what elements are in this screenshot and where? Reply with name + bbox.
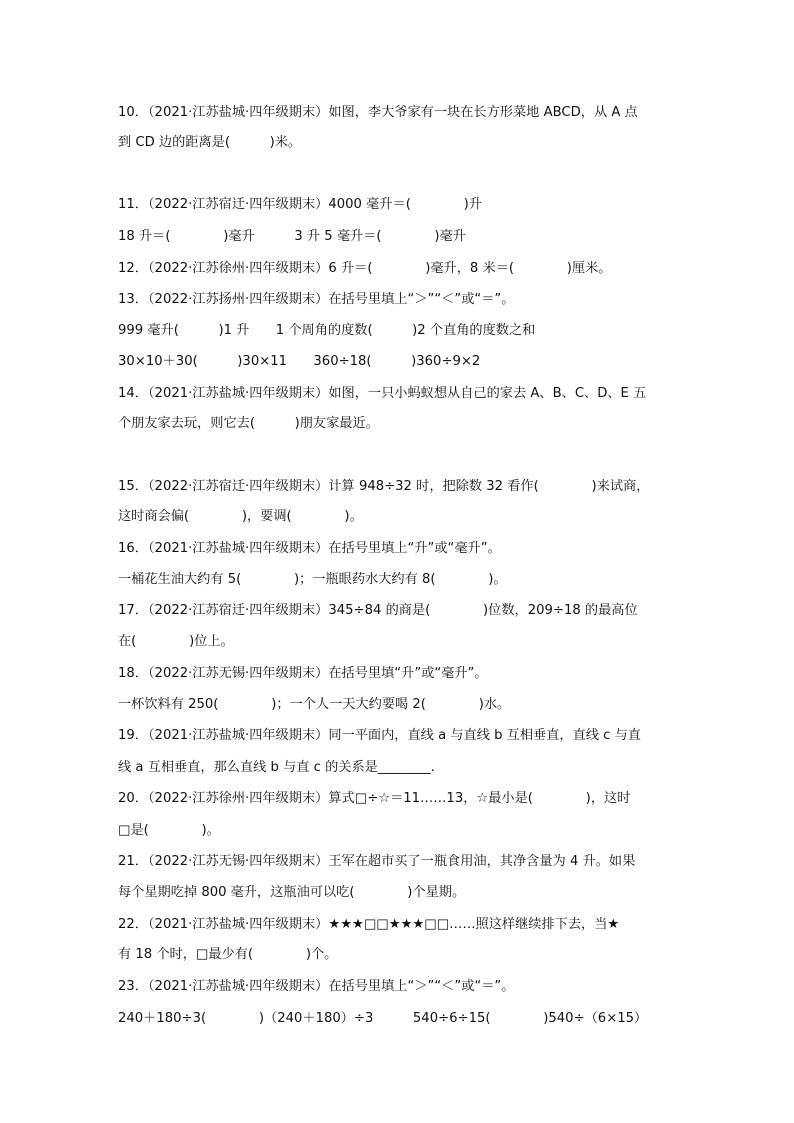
q20-line-2: □是( )。 — [118, 823, 220, 838]
q19-line-2: 线 a 互相垂直，那么直线 b 与直 c 的关系是________. — [118, 760, 435, 775]
q17-line-1: 17．（2022·江苏宿迁·四年级期末）345÷84 的商是( )位数，209÷18 的最高位 — [118, 603, 638, 618]
q16-line-1: 16．（2021·江苏盐城·四年级期末）在括号里填上“升”或“毫升”。 — [118, 541, 501, 556]
q13-line-2: 999 毫升( )1 升 1 个周角的度数( )2 个直角的度数之和 — [118, 323, 536, 338]
q12-line: 12．（2022·江苏徐州·四年级期末）6 升＝( )毫升，8 米＝( )厘米。 — [118, 261, 612, 276]
q23-line-1: 23．（2021·江苏盐城·四年级期末）在括号里填上“＞”“＜”或“＝”。 — [118, 979, 515, 994]
q22-line-2: 有 18 个时，□最少有( )个。 — [118, 947, 338, 962]
q18-line-2: 一杯饮料有 250( )；一个人一天大约要喝 2( )水。 — [118, 697, 511, 712]
q20-line-1: 20．（2022·江苏徐州·四年级期末）算式□÷☆＝11……13，☆最小是( )，这时 — [118, 791, 631, 806]
q15-line-2: 这时商会偏( )，要调( )。 — [118, 509, 363, 524]
q21-line-2: 每个星期吃掉 800 毫升，这瓶油可以吃( )个星期。 — [118, 885, 466, 900]
q18-line-1: 18．（2022·江苏无锡·四年级期末）在括号里填“升”或“毫升”。 — [118, 666, 488, 681]
q22-line-1: 22．（2021·江苏盐城·四年级期末）★★★□□★★★□□……照这样继续排下去，当★ — [118, 917, 620, 932]
q21-line-1: 21．（2022·江苏无锡·四年级期末）王军在超市买了一瓶食用油，其净含量为 4 升。如果 — [118, 854, 636, 869]
q17-line-2: 在( )位上。 — [118, 634, 234, 649]
q23-line-2: 240＋180÷3( )（240＋180）÷3 540÷6÷15( )540÷（6×15） — [118, 1011, 648, 1026]
q15-line-1: 15．（2022·江苏宿迁·四年级期末）计算 948÷32 时，把除数 32 看作( )来试商， — [118, 479, 650, 494]
q16-line-2: 一桶花生油大约有 5( )；一瓶眼药水大约有 8( )。 — [118, 572, 507, 587]
q14-line-2: 个朋友家去玩，则它去( )朋友家最近。 — [118, 416, 379, 431]
q13-line-1: 13．（2022·江苏扬州·四年级期末）在括号里填上“＞”“＜”或“＝”。 — [118, 292, 515, 307]
q11-line-1: 11．（2022·江苏宿迁·四年级期末）4000 毫升＝( )升 — [118, 197, 482, 212]
q19-line-1: 19．（2021·江苏盐城·四年级期末）同一平面内，直线 a 与直线 b 互相垂直，直线 c 与直 — [118, 728, 641, 743]
q10-line-1: 10．（2021·江苏盐城·四年级期末）如图，李大爷家有一块在长方形菜地 ABCD，从 A 点 — [118, 105, 638, 120]
q14-line-1: 14．（2021·江苏盐城·四年级期末）如图，一只小蚂蚁想从自己的家去 A、B、C、D、E 五 — [118, 386, 647, 401]
q13-line-3: 30×10＋30( )30×11 360÷18( )360÷9×2 — [118, 354, 481, 369]
q11-line-2: 18 升＝( )毫升 3 升 5 毫升＝( )毫升 — [118, 229, 466, 244]
q10-line-2: 到 CD 边的距离是( )米。 — [118, 135, 302, 150]
